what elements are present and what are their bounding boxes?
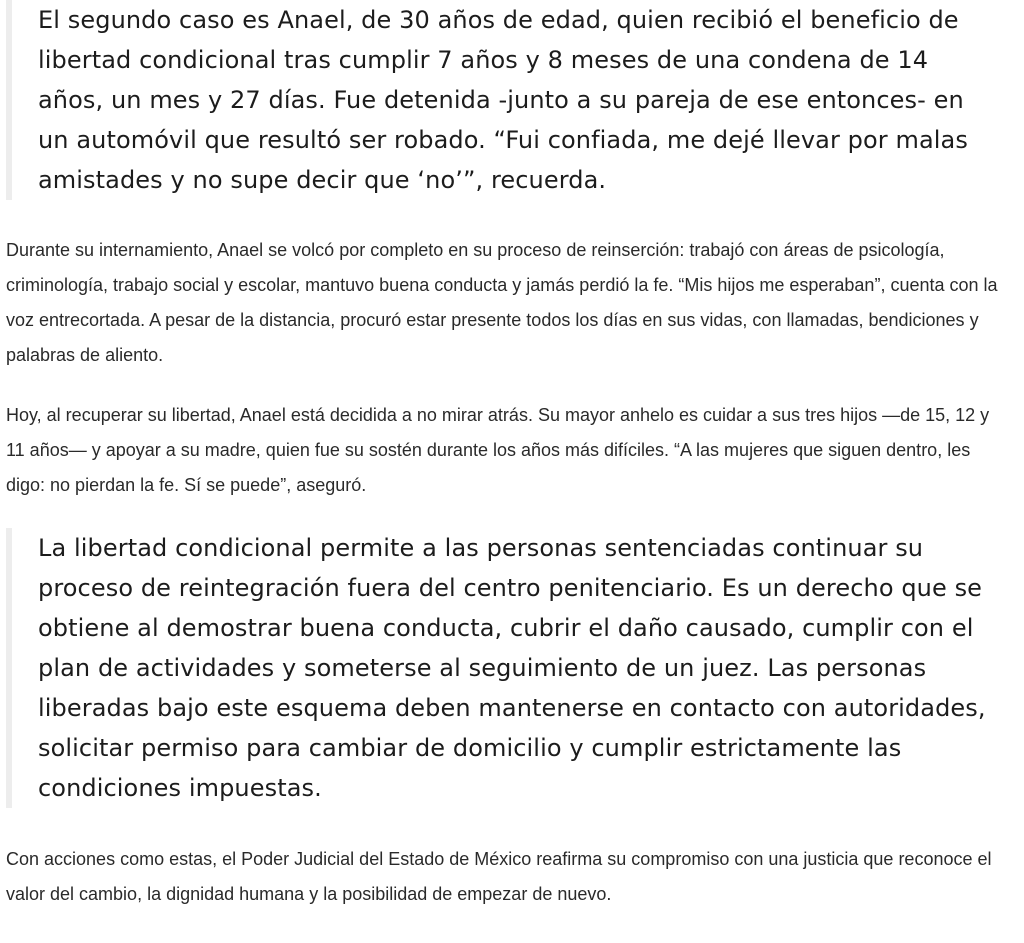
pull-quote-conditional-liberty <box>6 528 996 808</box>
pull-quote-anael-case <box>6 0 996 200</box>
paragraph-closing-statement: Con acciones como estas, el Poder Judicial del Estado de México reafirma su compromiso con una justicia que reconoce el valor del cambio, la dignidad humana y la posibilidad de empezar de nuevo. <box>6 849 992 904</box>
pull-quote-text: El segundo caso es Anael, de 30 años de edad, quien recibió el beneficio de libertad condicional tras cumplir 7 años y 8 meses de una condena de 14 años, un mes y 27 días. Fue detenida -junto a su pareja de ese entonces- en un automóvil que resultó ser robado. “Fui confiada, me dejé llevar por malas amistades y no supe decir que ‘no’”, recuerda. <box>38 6 968 194</box>
paragraph-reinsertion-process: Durante su internamiento, Anael se volcó por completo en su proceso de reinserción: trabajó con áreas de psicología, criminología, trabajo social y escolar, mantuvo buena conducta y jamás perdió la fe. “Mis hijos me esperaban”, cuenta con la voz entrecortada. A pesar de la distancia, procuró estar presente todos los días en sus vidas, con llamadas, bendiciones y palabras de aliento. <box>6 240 998 365</box>
pull-quote-text: La libertad condicional permite a las personas sentenciadas continuar su proceso de reintegración fuera del centro penitenciario. Es un derecho que se obtiene al demostrar buena conducta, cubrir el daño causado, cumplir con el plan de actividades y someterse al seguimiento de un juez. Las personas liberadas bajo este esquema deben mantenerse en contacto con autoridades, solicitar permiso para cambiar de domicilio y cumplir estrictamente las condiciones impuestas. <box>38 534 986 802</box>
paragraph-recovering-freedom: Hoy, al recuperar su libertad, Anael está decidida a no mirar atrás. Su mayor anhelo es cuidar a sus tres hijos —de 15, 12 y 11 años— y apoyar a su madre, quien fue su sostén durante los años más difíciles. “A las mujeres que siguen dentro, les digo: no pierdan la fe. Sí se puede”, aseguró. <box>6 405 990 495</box>
